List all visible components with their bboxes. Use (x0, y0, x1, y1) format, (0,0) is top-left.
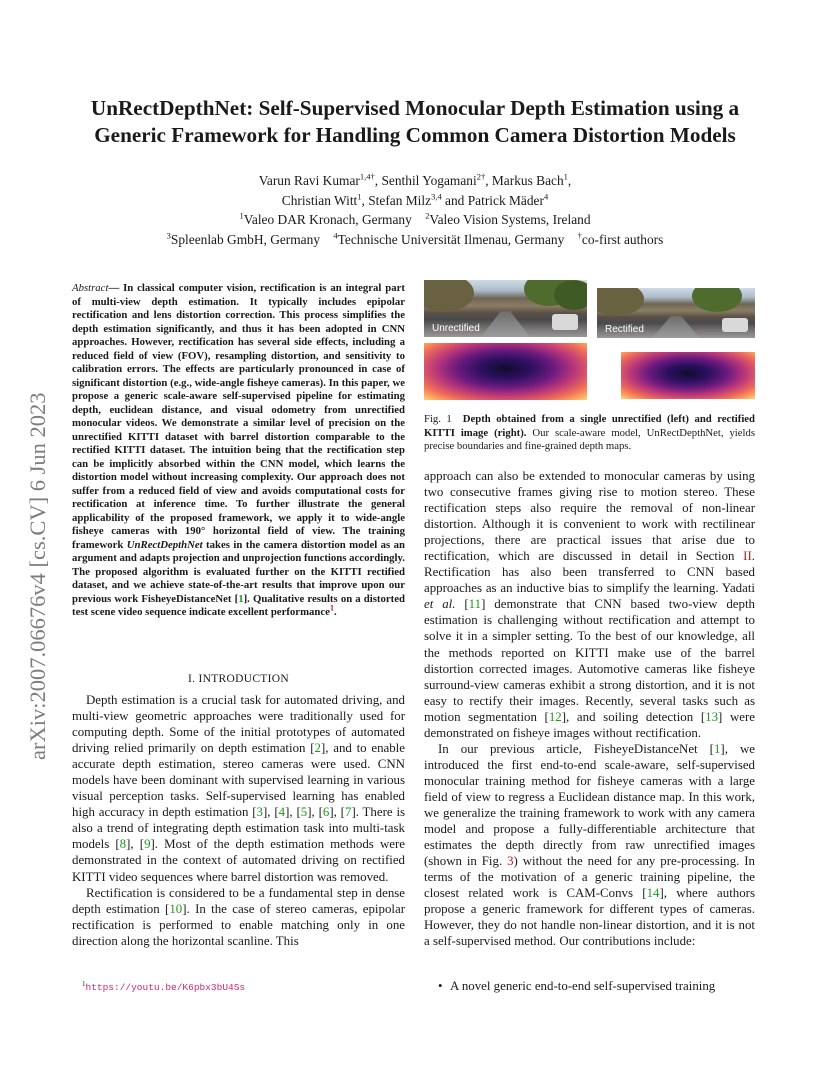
car-shape (552, 314, 578, 330)
affil-sup: † (577, 230, 582, 241)
author-name: Varun Ravi Kumar (258, 173, 360, 188)
text: . Rectification has also been transferred to CNN based approaches as an inductive bias to simplify the learning. Yadati (424, 549, 755, 596)
citation-link[interactable]: 12 (548, 709, 562, 724)
footnote-mark: 1 (82, 980, 86, 988)
title-line-2: Generic Framework for Handling Common Camera Distortion Models (94, 123, 736, 147)
author-superscript: 2† (476, 171, 486, 182)
text: ] demonstrate that CNN based two-view depth estimation is challenging without rectification and attempt to solve it in a simpler setting. To the best of our knowledge, all the methods reported on KITTI make use of the barrel distortion corrected images. Automotive cameras like fisheye surround-view cameras exhibit a strong distortion, and it is not easy to rectify their images. Recently, several tasks such as motion segmentation [ (424, 597, 755, 724)
rectified-rgb-image (597, 288, 755, 338)
text: ], [ (285, 805, 301, 820)
affil-sup: 2 (425, 210, 430, 221)
bullet-text: A novel generic end-to-end self-supervised training (450, 979, 716, 993)
road-shape (481, 311, 530, 337)
citation-link[interactable]: 3 (256, 805, 263, 820)
text: ], and to enable accurate depth estimation, stereo cameras were used. CNN models have been dominant with supervised learning in various visual perception tasks. Self-supervised learning has enabled high accuracy in depth estimation [ (72, 741, 405, 820)
affiliation: Technische Universität Ilmenau, Germany (337, 231, 565, 247)
rectified-depth-map (621, 352, 755, 399)
author-name: , Markus Bach (485, 173, 564, 188)
citation-link[interactable]: 5 (300, 805, 308, 820)
affiliations-line-1 (80, 210, 750, 230)
author-separator: , (567, 173, 572, 188)
footnote (82, 980, 245, 993)
affil-sup: 4 (333, 230, 338, 241)
contribution-bullet (438, 978, 758, 994)
citation-link[interactable]: 7 (344, 805, 352, 820)
figure-link[interactable]: 3 (507, 854, 514, 869)
figure-1 (424, 280, 755, 405)
footnote-link[interactable]: 1 (329, 603, 334, 613)
text: [ (455, 597, 469, 612)
arxiv-identifier: arXiv:2007.06676v4 [cs.CV] 6 Jun 2023 (25, 392, 50, 760)
section-link[interactable]: II (743, 549, 752, 564)
car-shape (722, 318, 748, 332)
text: Rectification is considered to be a fundamental step in dense depth estimation [ (72, 885, 405, 916)
abstract-text: takes in the camera distortion model as an argument and adapts projection and unprojection functions accordingly. The proposed algorithm is evaluated further on the KITTI rectified dataset, and we achieve state-of-the-art results that improve upon our previous work FisheyeDistanceNet [ (72, 538, 406, 605)
unrectified-rgb-image (424, 280, 587, 337)
caption-text: Our scale-aware model, UnRectDepthNet, yields precise boundaries and fine-grained depth maps. (424, 426, 755, 452)
footnote-url-link[interactable]: https://youtu.be/K6pbx3bU4Ss (85, 982, 246, 994)
author-name: Christian Witt (281, 192, 358, 208)
author-name: , Stefan Milz (361, 192, 432, 208)
text: ], [ (329, 805, 345, 820)
tree-shape (692, 288, 742, 312)
authors-line-2 (80, 191, 750, 211)
abstract-text: In classical computer vision, rectification is an integral part of multi-view depth estimation. It typically includes epipolar rectification and lens distortion correction. This process simplifies the depth estimation significantly, and thus it has been adopted in CNN approaches. However, rectification has several side effects, including a reduced field of view (FOV), resampling distortion, and sensitivity to calibration errors. The effects are particularly pronounced in case of significant distortion (e.g., wide-angle fisheye cameras). In this paper, we propose a generic scale-aware self-supervised pipeline for estimating depth, euclidean distance, and visual odometry from unrectified monocular videos. We demonstrate a similar level of precision on the unrectified KITTI dataset with barrel distortion comparable to the rectified KITTI dataset. The intuition being that the rectification step can be implicitly absorbed within the CNN model, which learns the distortion model without increasing complexity. Our approach does not suffer from a reduced field of view and avoids computational costs for rectification at inference time. To further illustrate the general applicability of the proposed framework, we apply it to wide-angle fisheye cameras with 190° horizontal field of view. The training framework (72, 282, 406, 551)
method-name: UnRectDepthNet (126, 538, 203, 551)
text: ]. In the case of stereo cameras, epipolar rectification is performed to enable matching only in one direction along the horizontal scanline. This (72, 901, 405, 948)
rectified-label: Rectified (605, 324, 644, 335)
paragraph (72, 692, 405, 885)
author-superscript: 3,4 (431, 191, 442, 202)
author-block (80, 171, 750, 249)
left-column-body (72, 692, 405, 949)
caption-bold-text: Depth obtained from a single unrectified (left) and rectified KITTI image (right). (424, 413, 755, 439)
text: approach can also be extended to monocular cameras by using two consecutive frames giving rise to motion stereo. These rectification steps also require the removal of non-linear distortion. Although it is convenient to work with rectilinear projections, there are practical issues that arise due to rectification, which are discussed in detail in Section (424, 469, 755, 564)
affil-sup: 3 (166, 230, 171, 241)
text: ], [ (263, 805, 279, 820)
building-shape (597, 288, 644, 316)
citation-link[interactable]: 8 (119, 837, 127, 852)
citation-link[interactable]: 1 (713, 741, 721, 756)
unrectified-label: Unrectified (432, 323, 480, 334)
author-superscript: 1,4† (359, 171, 375, 182)
text: ], [ (307, 805, 323, 820)
road-shape (652, 316, 699, 339)
affiliations-line-2 (80, 230, 750, 250)
caption-label: Fig. 1 (424, 413, 452, 425)
citation-link[interactable]: 1 (238, 592, 244, 605)
author-superscript: 1 (563, 171, 568, 182)
text: ], where authors propose a generic framework for different types of cameras. However, they do not handle non-linear distortion, and it is not a self-supervised method. Our contributions include: (424, 886, 755, 949)
text-italic: et al. (424, 597, 456, 612)
citation-link[interactable]: 13 (705, 709, 719, 724)
abstract-text: . (333, 606, 337, 618)
text: ]. There is also a trend of integrating depth estimation task into multi-task models [ (72, 805, 406, 852)
citation-link[interactable]: 14 (646, 886, 660, 901)
paragraph (424, 468, 755, 741)
author-superscript: 4 (543, 191, 549, 202)
tree-shape (554, 280, 587, 310)
unrectified-depth-map (424, 343, 587, 400)
affil-sup: 1 (239, 210, 244, 221)
citation-link[interactable]: 9 (144, 837, 151, 852)
author-name: , Senthil Yogamani (374, 173, 477, 188)
abstract-text: ]. Qualitative results on a distorted test scene video sequence indicate excellent performance (72, 592, 405, 618)
author-superscript: 1 (357, 191, 362, 202)
text: ], we introduced the first end-to-end scale-aware, self-supervised monocular training method for fisheye cameras with a large field of view to regress a Euclidean distance map. In this work, we generalize the training framework to work with any camera model and propose a fully-differentiable architecture that estimates the depth directly from raw unrectified images (shown in Fig. (424, 741, 755, 869)
building-shape (424, 280, 474, 312)
citation-link[interactable]: 4 (278, 805, 286, 820)
text: ] were demonstrated on fisheye images without rectification. (424, 709, 756, 740)
citation-link[interactable]: 2 (314, 741, 321, 756)
title-line-1: UnRectDepthNet: Self-Supervised Monocular Depth Estimation using a (90, 96, 740, 120)
paper-title (60, 95, 770, 149)
authors-line-1 (80, 171, 750, 191)
abstract-dash: — (108, 282, 124, 294)
citation-link[interactable]: 6 (322, 805, 330, 820)
right-column-body (424, 468, 755, 949)
figure-1-caption (424, 413, 755, 454)
text: ], and soiling detection [ (561, 709, 706, 724)
author-name: and Patrick Mäder (441, 192, 544, 208)
text: ) without the need for any pre-processing. In terms of the motivation of a generic training pipeline, the closest related work is CAM-Convs [ (424, 854, 756, 901)
bullet-icon: • (438, 979, 443, 993)
text: ]. Most of the depth estimation methods were demonstrated in the context of automated driving on rectified KITTI video sequences where barrel distortion was removed. (72, 837, 405, 884)
section-heading-introduction: I. INTRODUCTION (188, 673, 289, 685)
paragraph (424, 741, 755, 950)
affiliation: Valeo DAR Kronach, Germany (243, 212, 412, 227)
citation-link[interactable]: 11 (468, 597, 482, 612)
paragraph (72, 885, 405, 949)
affiliation-note: co-first authors (581, 231, 664, 247)
text: Depth estimation is a crucial task for automated driving, and multi-view geometric approaches were traditionally used for computing depth. Some of the initial prototypes of automated driving relied primarily on depth estimation [ (72, 693, 405, 756)
abstract (72, 282, 405, 620)
text: ], [ (126, 837, 145, 852)
citation-link[interactable]: 10 (169, 901, 183, 916)
text: In our previous article, FisheyeDistanceNet [ (438, 741, 714, 756)
abstract-label: Abstract (72, 282, 109, 294)
affiliation: Spleenlab GmbH, Germany (170, 231, 321, 247)
affiliation: Valeo Vision Systems, Ireland (429, 212, 591, 227)
